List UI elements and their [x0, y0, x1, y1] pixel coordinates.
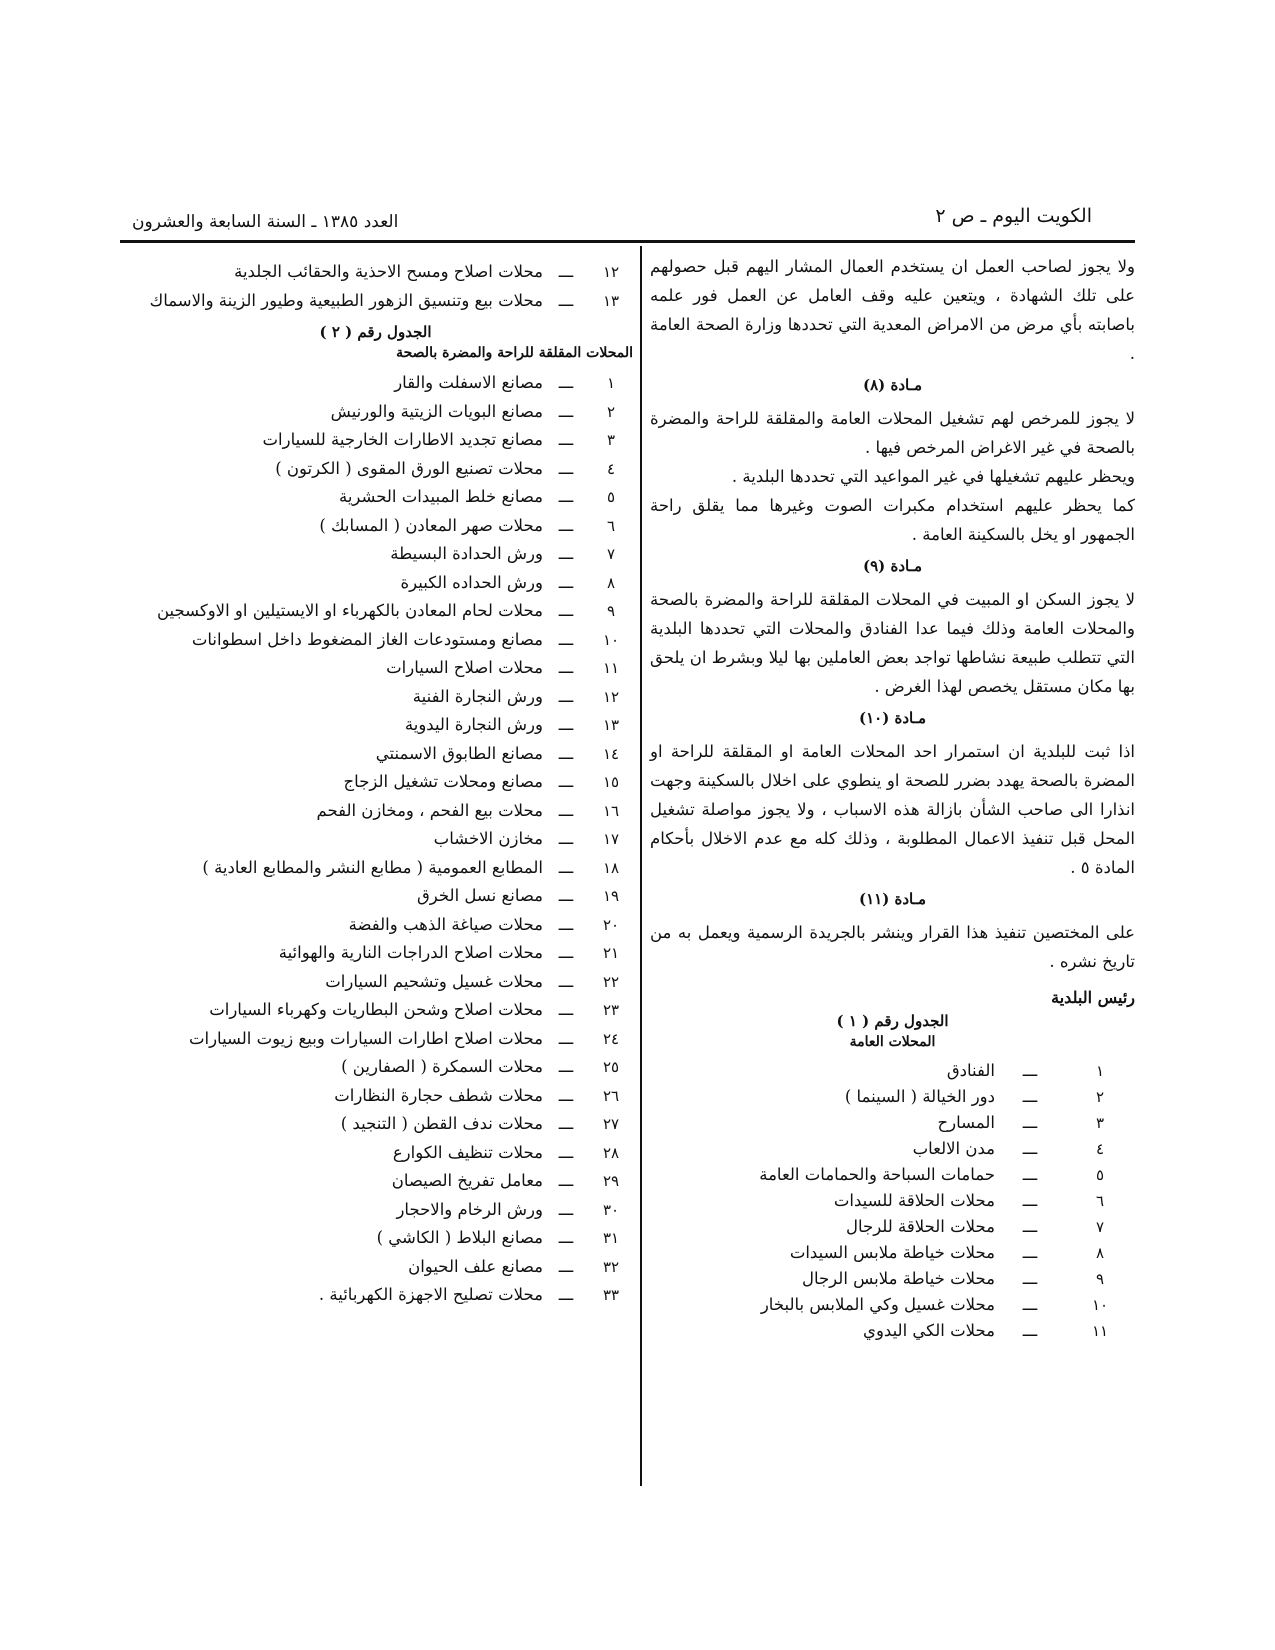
table-1-row [650, 1266, 1135, 1292]
item-number: ٨ [606, 573, 616, 592]
table-1-list [650, 1058, 1135, 1344]
item-number: ٢٠ [602, 915, 620, 934]
signature: رئيس البلدية [1051, 988, 1135, 1007]
item-dash: ـــ [558, 290, 574, 310]
item-number: ١٠ [602, 630, 620, 649]
table-2-row [118, 597, 633, 626]
item-number: ٦ [606, 516, 616, 535]
table-2-row [118, 768, 633, 797]
item-text: مصانع تجديد الاطارات الخارجية للسيارات [262, 430, 543, 449]
left-column [118, 258, 633, 1310]
item-text: الفنادق [946, 1061, 995, 1080]
table-1-title: الجدول رقم ( ١ ) [836, 1012, 949, 1030]
item-dash: ـــ [558, 686, 574, 706]
item-dash: ـــ [558, 886, 574, 905]
article-8-title: مـادة (٨) [862, 376, 923, 394]
item-text: محلات ندف القطن ( التنجيد ) [340, 1114, 543, 1133]
item-dash: ـــ [558, 1028, 574, 1048]
item-dash: ـــ [1022, 1191, 1038, 1210]
item-number: ٤ [1095, 1140, 1105, 1158]
article-8-paragraph-1: لا يجوز للمرخص لهم تشغيل المحلات العامة والمقلقة للراحة والمضرة بالصحة في غير الاغراض المرخص فيها . [650, 409, 1135, 457]
table-2-row [118, 1139, 633, 1168]
item-number: ١٤ [602, 744, 620, 763]
issue-number-header: العدد ١٣٨٥ ـ السنة السابعة والعشرون [132, 212, 399, 232]
item-dash: ـــ [558, 1000, 574, 1019]
table-1-row [650, 1188, 1135, 1214]
item-text: محلات خياطة ملابس الرجال [801, 1269, 995, 1288]
item-text: محلات اصلاح وشحن البطاريات وكهرباء السيارات [209, 1000, 543, 1019]
item-text: محلات لحام المعادن بالكهرباء او الايستيلين او الاوكسجين [156, 601, 543, 620]
item-dash: ـــ [558, 772, 574, 791]
table-2-title: الجدول رقم ( ٢ ) [319, 323, 432, 341]
item-number: ١٨ [602, 858, 620, 877]
table-2-row [118, 1224, 633, 1253]
item-text: محلات بيع الفحم ، ومخازن الفحم [316, 800, 543, 820]
table-2-row [118, 711, 633, 740]
item-number: ٢ [606, 402, 616, 421]
item-text: محلات صياغة الذهب والفضة [348, 914, 543, 934]
item-dash: ـــ [1022, 1113, 1038, 1132]
item-number: ٩ [1095, 1270, 1105, 1288]
item-number: ٣ [1095, 1114, 1105, 1132]
item-number: ٢٣ [602, 1001, 620, 1019]
table-2-row [118, 426, 633, 455]
item-text: ورش الحداده الكبيرة [400, 572, 543, 592]
item-text: محلات السمكرة ( الصفارين ) [341, 1057, 543, 1076]
item-text: مصانع علف الحيوان [408, 1256, 543, 1276]
article-11-paragraph: على المختصين تنفيذ هذا القرار وينشر بالجريدة الرسمية ويعمل به من تاريخ نشره . [650, 923, 1135, 971]
item-dash: ـــ [558, 401, 574, 421]
item-dash: ـــ [1022, 1295, 1038, 1314]
item-number: ١٦ [602, 801, 620, 820]
article-9-paragraph: لا يجوز السكن او المبيت في المحلات المقلقة للراحة والمضرة بالصحة والمحلات العامة وذلك فيما عدا الفنادق والمحلات التي تحددها البلدية التي تتطلب طبيعة نشاطها تواجد بعض العاملين بها ليلا وبشرط ان يلحق بها مكان مستقل يخصص لهذا الغرض . [650, 590, 1135, 696]
item-text: معامل تفريخ الصيصان [391, 1171, 543, 1190]
header-rule [120, 240, 1135, 243]
table-1-continued-row [118, 287, 633, 316]
item-dash: ـــ [558, 629, 574, 649]
item-text: محلات اصلاح ومسح الاحذية والحقائب الجلدية [234, 262, 543, 281]
item-text: ورش النجارة اليدوية [404, 715, 543, 734]
item-text: محلات اصلاح اطارات السيارات وبيع زيوت السيارات [188, 1028, 543, 1048]
item-number: ٢٨ [602, 1143, 620, 1162]
item-number: ٥ [1095, 1166, 1105, 1184]
table-2-row [118, 455, 633, 484]
item-number: ١٢ [602, 263, 620, 281]
item-number: ٦ [1095, 1192, 1105, 1210]
item-number: ٧ [1095, 1218, 1105, 1236]
item-text: مصانع ومستودعات الغاز المضغوط داخل اسطوانات [191, 629, 543, 649]
item-text: مصانع البويات الزيتية والورنيش [330, 401, 543, 421]
item-dash: ـــ [558, 715, 574, 734]
item-dash: ـــ [558, 943, 574, 962]
item-text: محلات غسيل وتشحيم السيارات [325, 971, 543, 991]
table-2-row [118, 569, 633, 598]
item-text: محلات تصليح الاجهزة الكهربائية . [318, 1285, 543, 1304]
table-2-row [118, 1253, 633, 1282]
item-dash: ـــ [558, 601, 574, 620]
item-text: محلات غسيل وكي الملابس بالبخار [760, 1295, 995, 1314]
item-number: ٢٧ [602, 1115, 620, 1133]
table-2-row [118, 1281, 633, 1310]
table-2-row [118, 626, 633, 655]
table-1-row [650, 1110, 1135, 1136]
item-text: مصانع البلاط ( الكاشي ) [376, 1228, 543, 1247]
article-8-paragraph-3: كما يحظر عليهم استخدام مكبرات الصوت وغيرها مما يقلق راحة الجمهور او يخل بالسكينة العامة . [650, 496, 1135, 544]
item-text: مخازن الاخشاب [433, 829, 543, 848]
item-text: محلات الحلاقة للرجال [845, 1217, 995, 1236]
item-dash: ـــ [558, 1114, 574, 1133]
table-2-row [118, 740, 633, 769]
item-dash: ـــ [558, 743, 574, 763]
item-dash: ـــ [558, 1171, 574, 1190]
article-8-paragraph-2: ويحظر عليهم تشغيلها في غير المواعيد التي تحددها البلدية . [731, 467, 1135, 486]
item-number: ١٧ [602, 830, 620, 848]
item-dash: ـــ [558, 1085, 574, 1105]
table-1-row [650, 1058, 1135, 1084]
table-2-row [118, 968, 633, 997]
table-2-row [118, 882, 633, 911]
item-number: ٣٠ [602, 1200, 620, 1219]
table-2-row [118, 1196, 633, 1225]
table-2-row [118, 398, 633, 427]
item-text: محلات اصلاح الدراجات النارية والهوائية [278, 943, 543, 962]
item-number: ١٠ [1091, 1296, 1109, 1314]
item-dash: ـــ [558, 971, 574, 991]
item-dash: ـــ [558, 373, 574, 392]
item-dash: ـــ [1022, 1269, 1038, 1288]
table-1-subtitle: المحلات العامة [849, 1034, 936, 1050]
item-text: مدن الالعاب [912, 1139, 995, 1158]
item-number: ٢٩ [602, 1172, 620, 1190]
table-2-row [118, 797, 633, 826]
table-2-row [118, 939, 633, 968]
right-column [650, 252, 1135, 1344]
item-number: ٣٣ [602, 1286, 620, 1304]
article-10-paragraph: اذا ثبت للبلدية ان استمرار احد المحلات العامة او المقلقة للراحة او المضرة بالصحة يهدد بضرر للصحة او ينطوي على اخلال بالسكينة وجهت انذارا الى صاحب الشأن بازالة هذه الاسباب ، ولا يجوز مواصلة تشغيل المحل قبل تنفيذ الاعمال المطلوبة ، وذلك كله مع عدم الاخلال بأحكام المادة ٥ . [650, 742, 1135, 877]
table-2-row [118, 1025, 633, 1054]
item-dash: ـــ [558, 1142, 574, 1162]
item-dash: ـــ [558, 1228, 574, 1247]
item-dash: ـــ [558, 430, 574, 449]
item-text: محلات الحلاقة للسيدات [833, 1191, 995, 1210]
item-text: محلات بيع وتنسيق الزهور الطبيعية وطيور الزينة والاسماك [149, 290, 543, 310]
item-text: حمامات السباحة والحمامات العامة [759, 1165, 995, 1184]
item-text: محلات تنظيف الكوارع [392, 1142, 543, 1162]
item-dash: ـــ [558, 1199, 574, 1219]
table-2-row [118, 1167, 633, 1196]
table-2-row [118, 683, 633, 712]
item-dash: ـــ [558, 1285, 574, 1304]
table-2-row [118, 483, 633, 512]
table-1-row [650, 1084, 1135, 1110]
item-dash: ـــ [1022, 1087, 1038, 1106]
item-dash: ـــ [1022, 1165, 1038, 1184]
item-number: ٨ [1095, 1244, 1105, 1262]
item-text: مصانع نسل الخرق [416, 886, 543, 905]
item-dash: ـــ [558, 544, 574, 563]
intro-paragraph: ولا يجوز لصاحب العمل ان يستخدم العمال المشار اليهم قبل حصولهم على تلك الشهادة ، ويتعين عليه وقف العامل عن العمل فور علمه باصابته بأي مرض من الامراض المعدية التي تحددها وزارة الصحة العامة . [650, 257, 1135, 363]
item-text: ورش النجارة الفنية [412, 686, 543, 706]
table-2-row [118, 825, 633, 854]
item-number: ٣٢ [602, 1257, 620, 1276]
item-dash: ـــ [558, 1057, 574, 1076]
item-number: ١١ [1091, 1322, 1109, 1340]
item-number: ١٥ [602, 773, 620, 791]
item-number: ٢٢ [602, 972, 620, 991]
item-text: محلات اصلاح السيارات [386, 658, 543, 677]
table-1-row [650, 1318, 1135, 1344]
item-text: محلات شطف حجارة النظارات [334, 1085, 543, 1105]
item-dash: ـــ [558, 1256, 574, 1276]
item-number: ١ [606, 374, 616, 392]
item-dash: ـــ [1022, 1061, 1038, 1080]
item-dash: ـــ [558, 914, 574, 934]
item-text: محلات صهر المعادن ( المسابك ) [319, 515, 543, 535]
item-dash: ـــ [1022, 1217, 1038, 1236]
table-1-continued-row [118, 258, 633, 287]
table-2-subtitle: المحلات المقلقة للراحة والمضرة بالصحة [396, 345, 633, 361]
item-text: المطابع العمومية ( مطابع النشر والمطابع العادية ) [202, 857, 543, 877]
item-number: ١٢ [602, 687, 620, 706]
item-dash: ـــ [558, 572, 574, 592]
item-number: ٢١ [602, 944, 620, 962]
item-number: ٢٥ [602, 1058, 620, 1076]
item-number: ٣١ [602, 1229, 620, 1247]
item-text: محلات الكي اليدوي [863, 1321, 995, 1340]
table-2-row [118, 1110, 633, 1139]
item-number: ١١ [602, 659, 620, 677]
item-number: ٧ [606, 545, 616, 563]
item-text: مصانع الطابوق الاسمنتي [375, 743, 543, 763]
article-10-title: مـادة (١٠) [858, 709, 927, 727]
table-1-row [650, 1214, 1135, 1240]
item-dash: ـــ [1022, 1243, 1038, 1262]
table-2-row [118, 369, 633, 398]
item-number: ١٣ [602, 291, 620, 310]
table-2-row [118, 854, 633, 883]
table-2-row [118, 540, 633, 569]
table-2-row [118, 512, 633, 541]
item-text: مصانع الاسفلت والقار [394, 373, 543, 392]
table-1-continued-list [118, 258, 633, 315]
item-dash: ـــ [558, 262, 574, 281]
table-1-row [650, 1240, 1135, 1266]
item-text: ورش الرخام والاحجار [396, 1199, 543, 1219]
item-number: ٢ [1095, 1088, 1105, 1106]
table-1-row [650, 1162, 1135, 1188]
item-text: المسارح [937, 1113, 995, 1132]
item-dash: ـــ [558, 857, 574, 877]
item-number: ٢٤ [602, 1029, 620, 1048]
table-2-list [118, 369, 633, 1310]
item-number: ٣ [606, 431, 616, 449]
item-dash: ـــ [558, 515, 574, 535]
table-1-row [650, 1136, 1135, 1162]
item-text: دور الخيالة ( السينما ) [844, 1087, 995, 1106]
item-dash: ـــ [558, 800, 574, 820]
item-dash: ـــ [1022, 1321, 1038, 1340]
table-2-row [118, 654, 633, 683]
item-text: ورش الحدادة البسيطة [390, 544, 543, 563]
item-number: ٤ [606, 459, 616, 478]
item-dash: ـــ [558, 458, 574, 478]
item-number: ١ [1095, 1062, 1105, 1080]
item-number: ١٣ [602, 716, 620, 734]
article-11-title: مـادة (١١) [858, 890, 927, 908]
table-2-row [118, 1082, 633, 1111]
gazette-page-header: الكويت اليوم ـ ص ٢ [935, 205, 1092, 227]
item-number: ٩ [606, 602, 616, 620]
item-dash: ـــ [1022, 1139, 1038, 1158]
item-number: ١٩ [602, 887, 620, 905]
item-text: مصانع ومحلات تشغيل الزجاج [343, 772, 543, 791]
item-dash: ـــ [558, 829, 574, 848]
item-number: ٥ [606, 488, 616, 506]
item-dash: ـــ [558, 487, 574, 506]
table-2-row [118, 1053, 633, 1082]
item-text: محلات خياطة ملابس السيدات [789, 1243, 995, 1262]
item-text: محلات تصنيع الورق المقوى ( الكرتون ) [275, 458, 543, 478]
table-2-row [118, 996, 633, 1025]
table-2-row [118, 911, 633, 940]
item-number: ٢٦ [602, 1086, 620, 1105]
item-text: مصانع خلط المبيدات الحشرية [338, 487, 543, 506]
item-dash: ـــ [558, 658, 574, 677]
article-9-title: مـادة (٩) [862, 557, 923, 575]
column-divider [640, 246, 642, 1486]
table-1-row [650, 1292, 1135, 1318]
